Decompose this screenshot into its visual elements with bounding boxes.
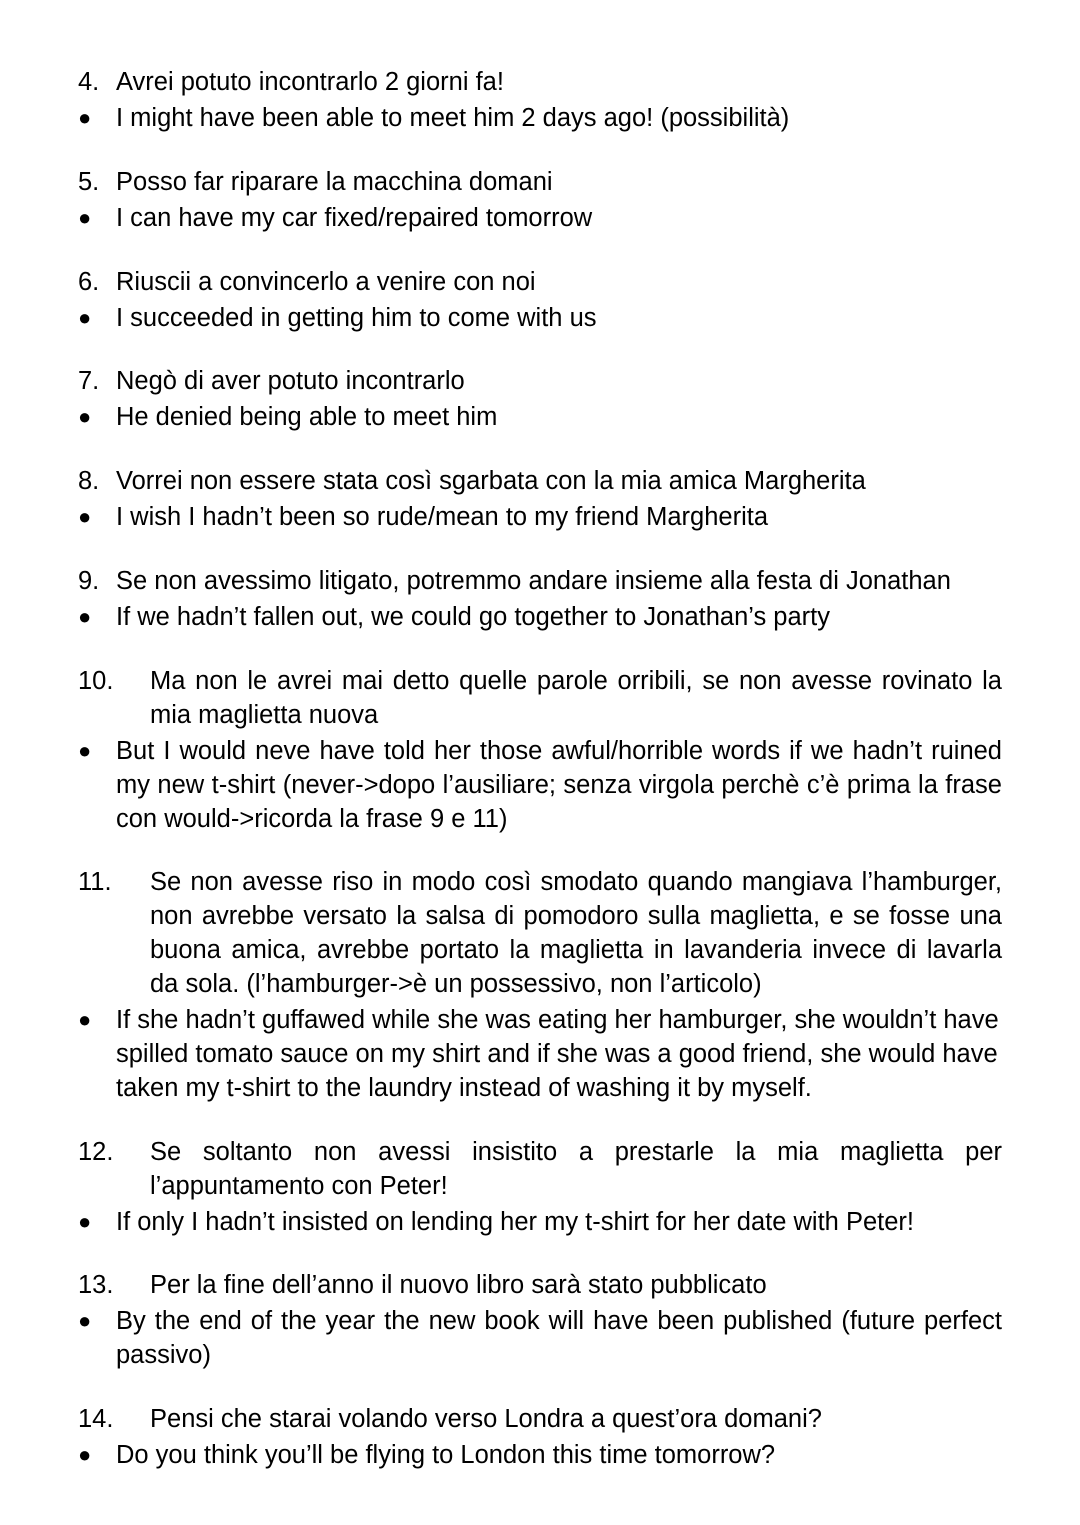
bullet-item [78, 1305, 1002, 1373]
bullet-dot-icon: ● [78, 1442, 92, 1468]
bullet-item [78, 601, 1002, 635]
exercise-entry [78, 565, 1002, 635]
bullet-dot-icon: ● [78, 1208, 92, 1234]
bullet-dot-icon: ● [78, 204, 92, 230]
numbered-item [78, 365, 1002, 399]
exercise-entry [78, 1269, 1002, 1373]
numbered-item [78, 266, 1002, 300]
italian-sentence: Vorrei non essere stata così sgarbata con la mia amica Margherita [116, 467, 866, 496]
bullet-dot-icon: ● [78, 603, 92, 629]
numbered-item [78, 866, 1002, 1002]
bullet-dot-icon: ● [78, 737, 92, 763]
bullet-item [78, 401, 1002, 435]
numbered-item [78, 166, 1002, 200]
bullet-dot-icon: ● [78, 1007, 92, 1033]
bullet-item [78, 302, 1002, 336]
bullet-item [78, 1206, 1002, 1240]
english-translation: If only I hadn’t insisted on lending her my t-shirt for her date with Peter! [116, 1207, 914, 1236]
exercise-entry [78, 66, 1002, 136]
italian-sentence: Posso far riparare la macchina domani [116, 167, 553, 196]
italian-sentence: Se soltanto non avessi insistito a prestarle la mia maglietta per l’appuntamento con Peter! [150, 1137, 1002, 1200]
english-translation: But I would neve have told her those awful/horrible words if we hadn’t ruined my new t-shirt (never->dopo l’ausiliare; senza virgola perchè c’è prima la frase con would->ricorda la frase 9 e 11) [116, 736, 1002, 833]
italian-sentence: Riuscii a convincerlo a venire con noi [116, 267, 536, 296]
exercise-entry [78, 166, 1002, 236]
english-translation: He denied being able to meet him [116, 403, 498, 432]
exercise-list [78, 66, 1002, 1473]
bullet-item [78, 102, 1002, 136]
english-translation: I wish I hadn’t been so rude/mean to my friend Margherita [116, 503, 769, 532]
numbered-item [78, 1403, 1002, 1437]
item-number: 13. [78, 1271, 114, 1300]
exercise-entry [78, 1403, 1002, 1473]
italian-sentence: Per la fine dell’anno il nuovo libro sarà stato pubblicato [150, 1271, 767, 1300]
italian-sentence: Se non avessimo litigato, potremmo andare insieme alla festa di Jonathan [116, 567, 951, 596]
numbered-item [78, 565, 1002, 599]
bullet-item [78, 1439, 1002, 1473]
item-number: 8. [78, 467, 100, 496]
english-translation: If she hadn’t guffawed while she was eating her hamburger, she wouldn’t have spilled tomato sauce on my shirt and if she was a good friend, she would have taken my t-shirt to the laundry instead of washing it by myself. [116, 1006, 999, 1102]
exercise-entry [78, 665, 1002, 837]
english-translation: By the end of the year the new book will have been published (future perfect passivo) [116, 1307, 1002, 1370]
numbered-item [78, 1269, 1002, 1303]
english-translation: Do you think you’ll be flying to London this time tomorrow? [116, 1441, 776, 1470]
english-translation: If we hadn’t fallen out, we could go together to Jonathan’s party [116, 602, 830, 631]
italian-sentence: Negò di aver potuto incontrarlo [116, 367, 465, 396]
numbered-item [78, 66, 1002, 100]
italian-sentence: Avrei potuto incontrarlo 2 giorni fa! [116, 68, 504, 96]
exercise-entry [78, 266, 1002, 336]
bullet-dot-icon: ● [78, 304, 92, 330]
bullet-item [78, 501, 1002, 535]
bullet-item [78, 1004, 1002, 1106]
english-translation: I can have my car fixed/repaired tomorrow [116, 203, 593, 232]
exercise-entry [78, 866, 1002, 1105]
bullet-item [78, 735, 1002, 837]
item-number: 7. [78, 367, 100, 396]
item-number: 5. [78, 167, 100, 196]
bullet-dot-icon: ● [78, 1308, 92, 1334]
item-number: 4. [78, 68, 100, 96]
bullet-item [78, 202, 1002, 236]
numbered-item [78, 465, 1002, 499]
english-translation: I succeeded in getting him to come with us [116, 303, 597, 332]
item-number: 14. [78, 1405, 114, 1434]
item-number: 10. [78, 666, 114, 695]
bullet-dot-icon: ● [78, 504, 92, 530]
bullet-dot-icon: ● [78, 104, 92, 130]
bullet-dot-icon: ● [78, 404, 92, 430]
item-number: 9. [78, 567, 100, 596]
numbered-item [78, 1136, 1002, 1204]
italian-sentence: Ma non le avrei mai detto quelle parole orribili, se non avesse rovinato la mia maglietta nuova [150, 666, 1002, 729]
exercise-entry [78, 465, 1002, 535]
numbered-item [78, 665, 1002, 733]
english-translation: I might have been able to meet him 2 days ago! (possibilità) [116, 103, 790, 132]
italian-sentence: Se non avesse riso in modo così smodato quando mangiava l’hamburger, non avrebbe versato la salsa di pomodoro sulla maglietta, e se fosse una buona amica, avrebbe portato la maglietta in lavanderia invece di lavarla da sola. (l’hamburger->è un possessivo, non l’articolo) [150, 868, 1002, 999]
item-number: 11. [78, 868, 112, 897]
item-number: 6. [78, 267, 100, 296]
italian-sentence: Pensi che starai volando verso Londra a quest’ora domani? [150, 1405, 822, 1434]
exercise-entry [78, 1136, 1002, 1240]
exercise-entry [78, 365, 1002, 435]
item-number: 12. [78, 1137, 114, 1166]
